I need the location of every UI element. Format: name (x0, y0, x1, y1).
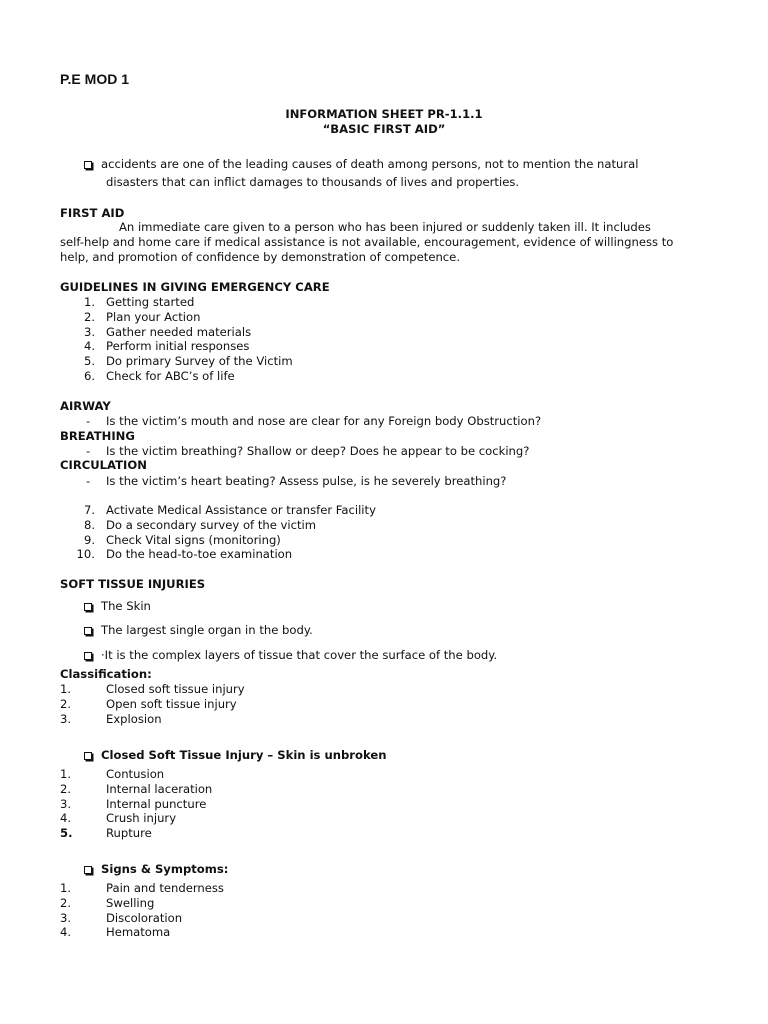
list-item: 4. Perform initial responses (83, 339, 250, 354)
list-item: 9. Check Vital signs (monitoring) (83, 532, 281, 547)
guidelines-list (60, 295, 460, 384)
airway-item: - Is the victim’s mouth and nose are clear for any Foreign body Obstruction? (86, 414, 542, 428)
soft-tissue-bullet: ·It is the complex layers of tissue that cover the surface of the body. (84, 648, 497, 663)
checkbox-bullet-icon (84, 752, 92, 760)
guidelines-continued-list (60, 503, 460, 562)
checkbox-bullet-icon (84, 866, 92, 874)
first-aid-line-2: self-help and home care if medical assistance is not available, encouragement, evidence of willingness to (60, 235, 674, 249)
list-item: 3. Discoloration (60, 910, 183, 925)
breathing-item: - Is the victim breathing? Shallow or deep? Does he appear to be cocking? (86, 444, 530, 458)
first-aid-line-3: help, and promotion of confidence by demonstration of competence. (60, 250, 461, 264)
list-item: 5. Do primary Survey of the Victim (83, 354, 293, 369)
module-title: P.E MOD 1 (60, 71, 129, 87)
intro-bullet-text-2: disasters that can inflict damages to thousands of lives and properties. (106, 175, 520, 189)
sheet-subtitle: “BASIC FIRST AID” (322, 122, 446, 136)
list-item: 1. Closed soft tissue injury (60, 682, 245, 696)
circulation-item: - Is the victim’s heart beating? Assess pulse, is he severely breathing? (86, 474, 507, 488)
checkbox-bullet-icon (84, 627, 92, 635)
intro-bullet-text-1: accidents are one of the leading causes of death among persons, not to mention the natural (101, 157, 639, 171)
checkbox-bullet-icon (84, 603, 92, 611)
dash: - (86, 414, 91, 428)
soft-tissue-bullet: The Skin (84, 599, 151, 614)
checkbox-bullet-icon (84, 161, 92, 169)
guidelines-heading: GUIDELINES IN GIVING EMERGENCY CARE (60, 280, 330, 294)
list-item: 1. Pain and tenderness (60, 881, 224, 895)
list-item: 3. Internal puncture (60, 796, 207, 811)
list-item: 2. Swelling (60, 895, 155, 910)
signs-list (60, 881, 460, 940)
list-item: 6. Check for ABC’s of life (83, 368, 235, 383)
soft-tissue-heading: SOFT TISSUE INJURIES (60, 577, 206, 591)
list-item: 10. Do the head-to-toe examination (76, 547, 293, 562)
checkbox-bullet-icon (84, 652, 92, 660)
list-item: 3. Gather needed materials (83, 324, 252, 339)
breathing-heading: BREATHING (60, 429, 135, 443)
list-item: 4. Crush injury (60, 811, 177, 826)
list-item: 1. Getting started (83, 295, 195, 309)
circulation-heading: CIRCULATION (60, 458, 147, 472)
first-aid-line-1: An immediate care given to a person who has been injured or suddenly taken ill. It includes (119, 220, 651, 234)
dash: - (86, 474, 91, 488)
sheet-title: INFORMATION SHEET PR-1.1.1 (285, 107, 483, 121)
airway-heading: AIRWAY (60, 399, 111, 413)
closed-injury-list (60, 767, 460, 841)
first-aid-heading: FIRST AID (60, 206, 125, 220)
list-item: 2. Open soft tissue injury (60, 696, 237, 711)
classification-list (60, 682, 460, 726)
list-item: 7. Activate Medical Assistance or transfer Facility (83, 503, 376, 517)
classification-heading: Classification: (60, 667, 152, 681)
list-item: 4. Hematoma (60, 925, 171, 940)
list-item: 3. Explosion (60, 711, 162, 726)
soft-tissue-bullet: The largest single organ in the body. (84, 623, 313, 638)
list-item: 2. Internal laceration (60, 781, 213, 796)
signs-heading: Signs & Symptoms: (84, 862, 228, 877)
dash: - (86, 444, 91, 458)
list-item: 1. Contusion (60, 767, 165, 781)
list-item: 8. Do a secondary survey of the victim (83, 517, 317, 532)
list-item: 5. Rupture (60, 826, 152, 841)
list-item: 2. Plan your Action (83, 309, 201, 324)
closed-injury-heading: Closed Soft Tissue Injury – Skin is unbroken (84, 748, 387, 763)
intro-bullet (84, 157, 639, 172)
